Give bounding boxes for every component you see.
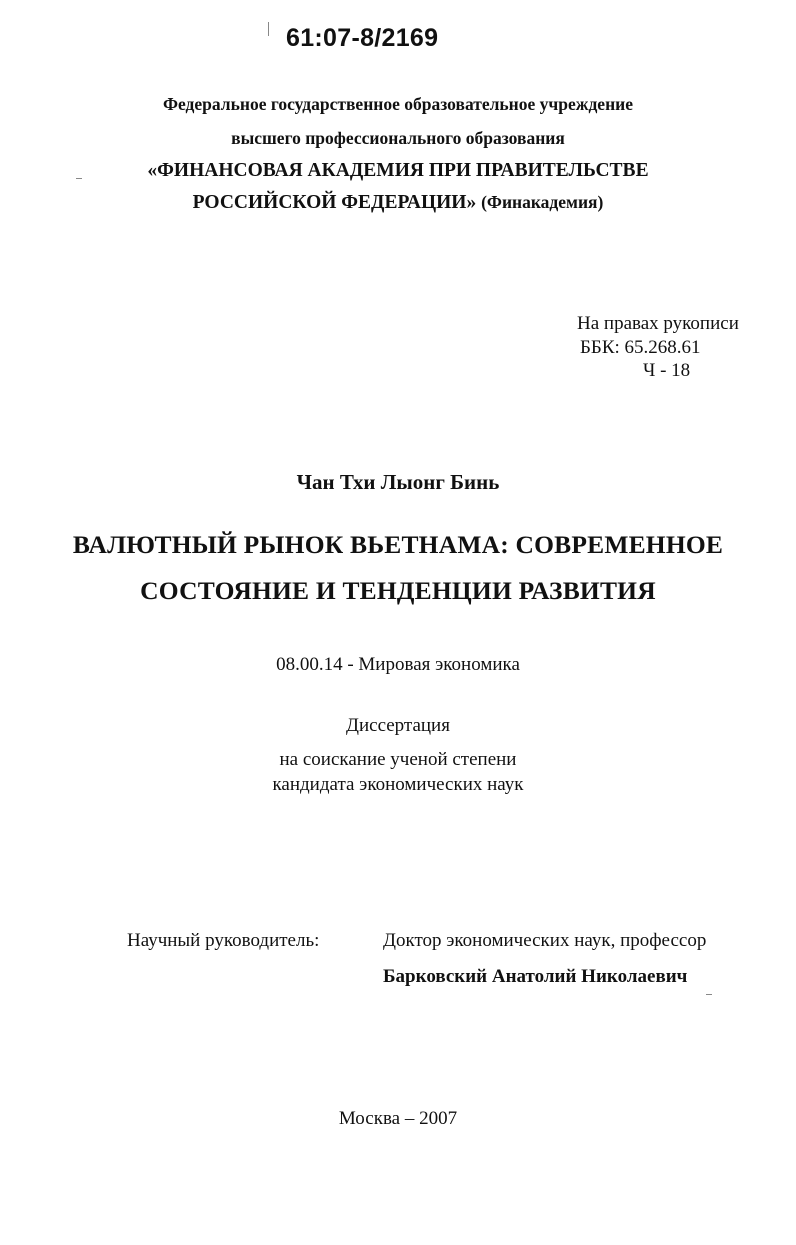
supervisor-degree: Доктор экономических наук, профессор: [383, 930, 707, 951]
degree-purpose-line-2: кандидата экономических наук: [272, 774, 524, 795]
institution-short-name: (Финакадемия): [481, 192, 604, 212]
specialty-code: 08.00.14 - Мировая экономика: [276, 654, 520, 675]
scan-mark-right: [706, 994, 712, 995]
place-and-year: Москва – 2007: [338, 1108, 458, 1129]
institution-line-4: [0, 192, 796, 214]
institution-line-1: Федеральное государственное образовательное учреждение: [162, 94, 634, 114]
author-name: Чан Тхи Лыонг Бинь: [296, 470, 500, 494]
thesis-title-line-2: СОСТОЯНИЕ И ТЕНДЕНЦИИ РАЗВИТИЯ: [140, 576, 656, 605]
registration-code: 61:07-8/2169: [286, 24, 439, 52]
institution-name-end: РОССИЙСКОЙ ФЕДЕРАЦИИ»: [192, 192, 477, 213]
supervisor-label: Научный руководитель:: [127, 930, 320, 951]
degree-purpose-line-1: на соискание ученой степени: [279, 749, 517, 770]
institution-line-2: высшего профессионального образования: [231, 128, 565, 148]
work-type: Диссертация: [346, 715, 450, 736]
thesis-title-line-1: ВАЛЮТНЫЙ РЫНОК ВЬЕТНАМА: СОВРЕМЕННОЕ: [72, 530, 724, 559]
supervisor-name: Барковский Анатолий Николаевич: [383, 966, 688, 987]
author-index: Ч - 18: [643, 360, 691, 381]
bbk-code: ББК: 65.268.61: [580, 337, 701, 358]
institution-line-3: «ФИНАНСОВАЯ АКАДЕМИЯ ПРИ ПРАВИТЕЛЬСТВЕ: [147, 160, 649, 181]
manuscript-rights: На правах рукописи: [577, 313, 739, 334]
